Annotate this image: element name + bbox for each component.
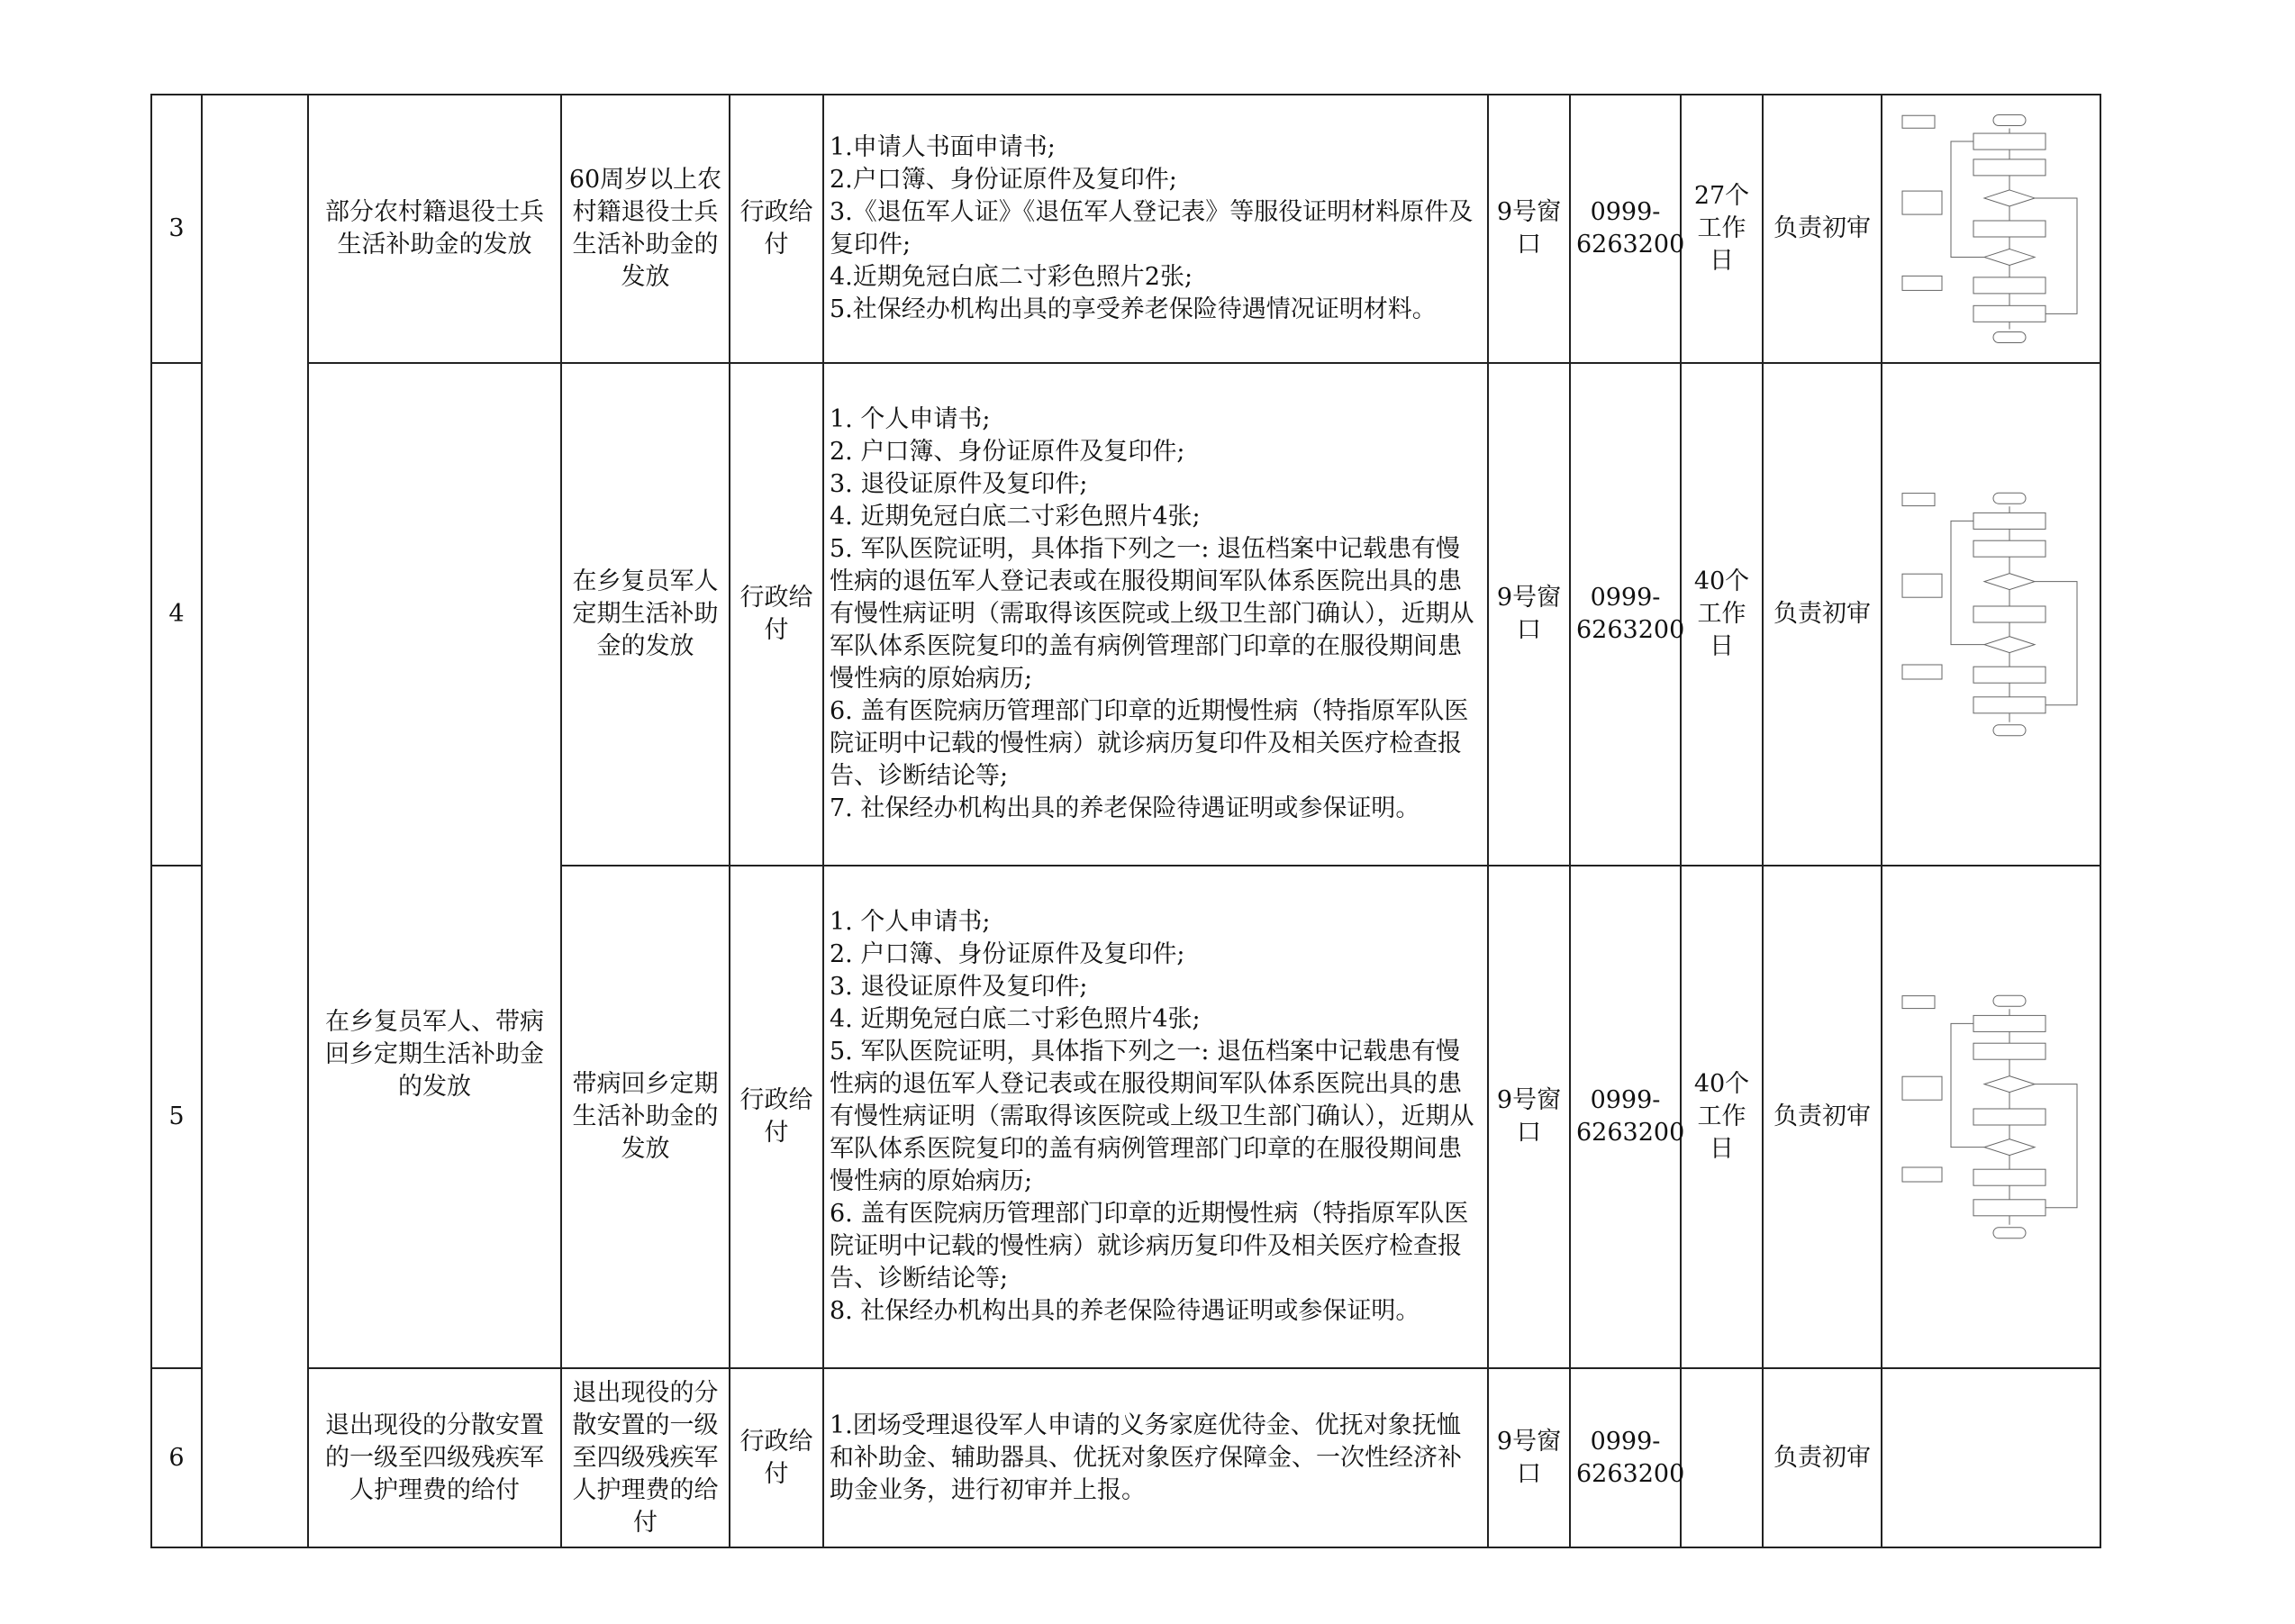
item-type: 行政给付 <box>730 866 823 1368</box>
item-name: 退出现役的分散安置的一级至四级残疾军人护理费的给付 <box>561 1368 730 1547</box>
item-name: 在乡复员军人定期生活补助金的发放 <box>561 363 730 866</box>
material-line: 1. 个人申请书; <box>830 405 991 433</box>
flow-node <box>1973 667 2046 683</box>
flow-node <box>1973 159 2046 176</box>
flow-node <box>1973 305 2046 322</box>
service-window: 9号窗口 <box>1488 95 1570 363</box>
material-line: 1.申请人书面申请书; <box>830 133 1056 161</box>
flow-node <box>1973 1015 2046 1031</box>
flow-node <box>1973 221 2046 237</box>
item-type: 行政给付 <box>730 95 823 363</box>
material-line: 6. 盖有医院病历管理部门印章的近期慢性病（特指原军队医院证明中记载的慢性病）就诊病历复印件及相关医疗检查报告、诊断结论等; <box>830 1200 1469 1293</box>
flow-connector <box>2035 582 2077 705</box>
material-line: 3.《退伍军人证》《退伍军人登记表》等服役证明材料原件及复印件; <box>830 198 1474 259</box>
subitem-name: 退出现役的分散安置的一级至四级残疾军人护理费的给付 <box>308 1368 561 1547</box>
subitem-name: 部分农村籍退役士兵生活补助金的发放 <box>308 95 561 363</box>
flowchart-cell <box>1882 1368 2100 1547</box>
service-window: 9号窗口 <box>1488 1368 1570 1547</box>
material-line: 5. 军队医院证明，具体指下列之一: 退伍档案中记载患有慢性病的退伍军人登记表或在服役期间军队体系医院出具的患有慢性病证明（需取得该医院或上级卫生部门确认），近期从军队体系医院复印的盖有病例管理部门印章的在服役期间患慢性病的原始病历; <box>830 535 1474 693</box>
contact-phone: 0999-6263200 <box>1570 866 1681 1368</box>
flow-node <box>1984 1139 2035 1156</box>
item-name: 带病回乡定期生活补助金的发放 <box>561 866 730 1368</box>
table-row <box>151 1368 2100 1547</box>
flow-node <box>1984 190 2035 206</box>
flow-node <box>1973 277 2046 294</box>
flowchart-cell <box>1882 95 2100 363</box>
flow-connector <box>2035 198 2077 313</box>
flow-node <box>1993 1228 2026 1238</box>
flow-connector <box>2035 1084 2077 1208</box>
row-number: 3 <box>151 95 202 363</box>
duty: 负责初审 <box>1763 1368 1882 1547</box>
flow-node <box>1993 725 2026 736</box>
material-line: 1.团场受理退役军人申请的义务家庭优待金、优抚对象抚恤和补助金、辅助器具、优抚对象医疗保障金、一次性经济补助金业务，进行初审并上报。 <box>830 1411 1462 1504</box>
flow-node <box>1973 540 2046 557</box>
material-line: 6. 盖有医院病历管理部门印章的近期慢性病（特指原军队医院证明中记载的慢性病）就诊病历复印件及相关医疗检查报告、诊断结论等; <box>830 697 1469 790</box>
flowchart-thumbnail <box>1897 488 2086 740</box>
item-type: 行政给付 <box>730 363 823 866</box>
flow-node <box>1973 513 2046 529</box>
material-line: 7. 社保经办机构出具的养老保险待遇证明或参保证明。 <box>830 794 1420 822</box>
contact-phone: 0999-6263200 <box>1570 1368 1681 1547</box>
flowchart-cell <box>1882 866 2100 1368</box>
material-line: 5.社保经办机构出具的享受养老保险待遇情况证明材料。 <box>830 295 1437 323</box>
service-window: 9号窗口 <box>1488 363 1570 866</box>
material-line: 2. 户口簿、身份证原件及复印件; <box>830 940 1185 968</box>
flow-node <box>1993 332 2026 343</box>
flow-node <box>1984 637 2035 653</box>
materials-list <box>823 95 1488 363</box>
material-line: 2. 户口簿、身份证原件及复印件; <box>830 438 1185 466</box>
flow-node <box>1973 1169 2046 1185</box>
flow-node <box>1973 1109 2046 1125</box>
flow-node <box>1984 574 2035 590</box>
material-line: 4. 近期免冠白底二寸彩色照片4张; <box>830 1005 1201 1033</box>
flow-connector <box>1951 1023 1984 1147</box>
flow-node <box>1993 493 2026 504</box>
flow-node <box>1973 133 2046 150</box>
duty: 负责初审 <box>1763 363 1882 866</box>
item-name: 60周岁以上农村籍退役士兵生活补助金的发放 <box>561 95 730 363</box>
flow-node <box>1973 606 2046 622</box>
material-line: 8. 社保经办机构出具的养老保险待遇证明或参保证明。 <box>830 1297 1420 1325</box>
flow-node <box>1973 1043 2046 1059</box>
flowchart-thumbnail <box>1897 991 2086 1243</box>
materials-list <box>823 1368 1488 1547</box>
duty: 负责初审 <box>1763 866 1882 1368</box>
flowchart-thumbnail <box>1897 111 2086 347</box>
material-line: 5. 军队医院证明，具体指下列之一: 退伍档案中记载患有慢性病的退伍军人登记表或在服役期间军队体系医院出具的患有慢性病证明（需取得该医院或上级卫生部门确认），近期从军队体系医院复印的盖有病例管理部门印章的在服役期间患慢性病的原始病历; <box>830 1038 1474 1195</box>
flow-node <box>1973 697 2046 713</box>
table-row <box>151 95 2100 363</box>
row-number: 5 <box>151 866 202 1368</box>
contact-phone: 0999-6263200 <box>1570 95 1681 363</box>
time-limit <box>1681 1368 1763 1547</box>
flow-node <box>1973 1200 2046 1216</box>
contact-phone: 0999-6263200 <box>1570 363 1681 866</box>
material-line: 3. 退役证原件及复印件; <box>830 470 1088 498</box>
materials-list <box>823 866 1488 1368</box>
flow-node <box>1984 249 2035 265</box>
material-line: 4.近期免冠白底二寸彩色照片2张; <box>830 263 1193 291</box>
material-line: 4. 近期免冠白底二寸彩色照片4张; <box>830 503 1201 531</box>
time-limit: 40个工作日 <box>1681 866 1763 1368</box>
time-limit: 27个工作日 <box>1681 95 1763 363</box>
service-window: 9号窗口 <box>1488 866 1570 1368</box>
subitem-name <box>308 363 561 1368</box>
row-number: 4 <box>151 363 202 866</box>
service-table <box>150 94 2101 1548</box>
material-line: 1. 个人申请书; <box>830 908 991 936</box>
flow-node <box>1984 1076 2035 1093</box>
flow-node <box>1993 995 2026 1006</box>
material-line: 3. 退役证原件及复印件; <box>830 973 1088 1001</box>
flow-connector <box>1951 141 1984 257</box>
row-number: 6 <box>151 1368 202 1547</box>
materials-list <box>823 363 1488 866</box>
flow-connector <box>1951 521 1984 644</box>
material-line: 2.户口簿、身份证原件及复印件; <box>830 166 1177 194</box>
flow-node <box>1993 114 2026 125</box>
item-type: 行政给付 <box>730 1368 823 1547</box>
merged-subitem-label: 在乡复员军人、带病回乡定期生活补助金的发放 <box>325 1008 544 1101</box>
time-limit: 40个工作日 <box>1681 363 1763 866</box>
flowchart-cell <box>1882 363 2100 866</box>
category-cell <box>202 95 308 1547</box>
duty: 负责初审 <box>1763 95 1882 363</box>
table-row <box>151 363 2100 866</box>
